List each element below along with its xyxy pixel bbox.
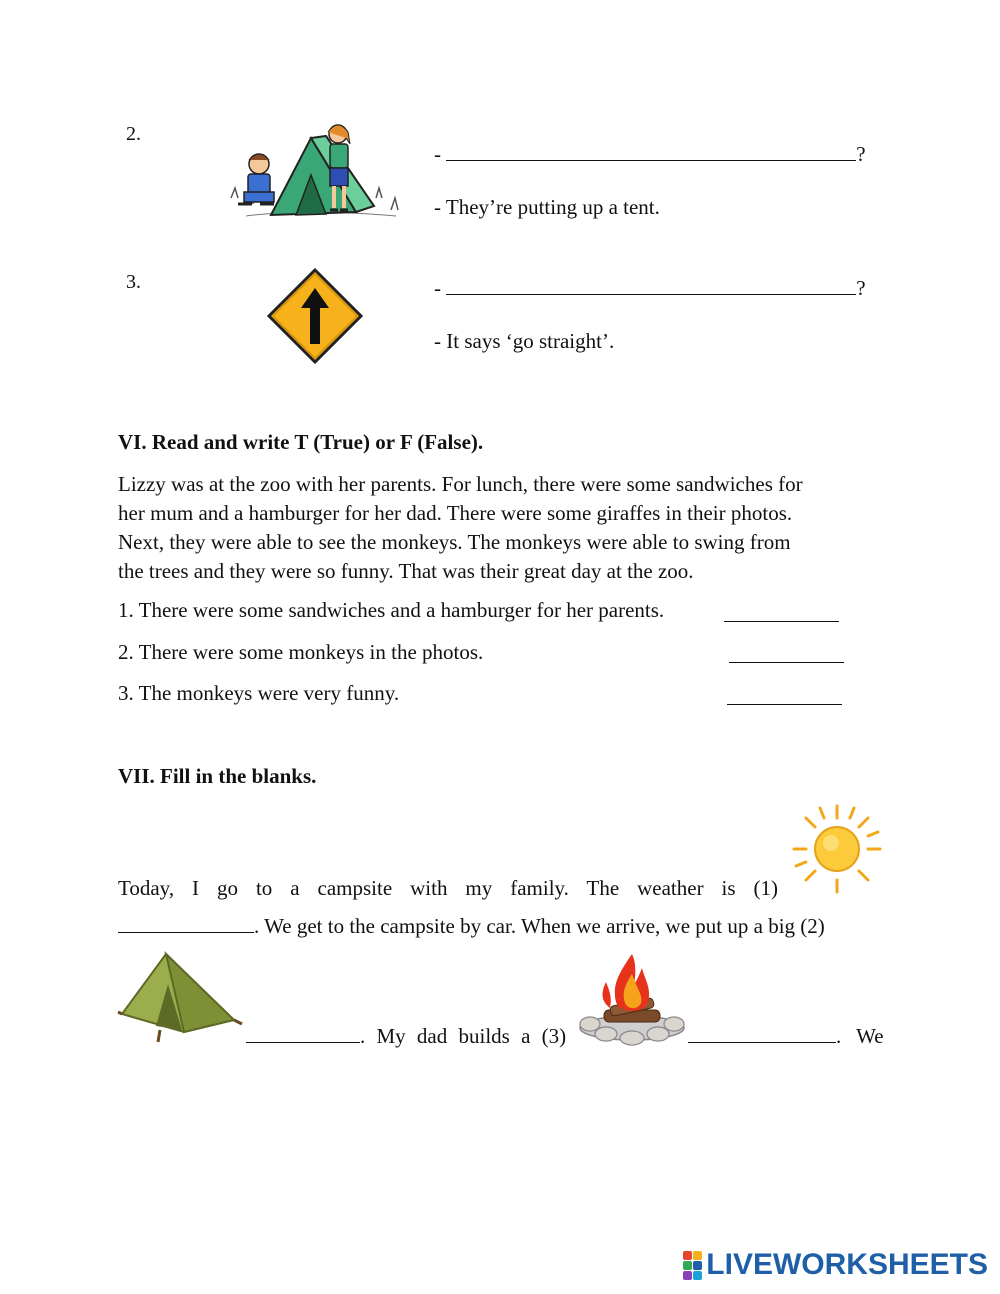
statement-3: 3. The monkeys were very funny. [118,681,400,705]
statement-3-answer-blank[interactable] [727,703,842,705]
fill-line-2-text: . We get to the campsite by car. When we arrive, we put up a big (2) [254,914,825,938]
fill-line-3-text-b: . We [836,1024,884,1048]
section-6-heading: VI. Read and write T (True) or F (False). [118,430,484,454]
item-3-dash: - [434,276,441,300]
passage-line-3: Next, they were able to see the monkeys. The monkeys were able to swing from [118,530,791,554]
item-3-answer: - It says ‘go straight’. [434,329,615,353]
statement-1-answer-blank[interactable] [724,620,839,622]
tent-children-illustration [226,120,406,238]
statement-1: 1. There were some sandwiches and a hamburger for her parents. [118,598,665,622]
item-2-number: 2. [126,123,141,145]
statement-2: 2. There were some monkeys in the photos. [118,640,484,664]
passage-line-4: the trees and they were so funny. That was their great day at the zoo. [118,559,694,583]
fill-line-3-text-a: . My dad builds a (3) [360,1024,567,1048]
statement-2-answer-blank[interactable] [729,661,844,663]
tent-icon [116,950,246,1044]
passage-line-2: her mum and a hamburger for her dad. There were some giraffes in their photos. [118,501,793,525]
liveworksheets-logo [683,1248,988,1282]
item-2-question-mark: ? [856,142,866,166]
item-2-question-blank[interactable] [446,159,856,161]
campfire-icon [576,948,688,1046]
item-2-dash: - [434,142,441,166]
section-7-heading: VII. Fill in the blanks. [118,764,317,788]
blank-3[interactable] [688,1041,836,1043]
item-3-number: 3. [126,271,141,293]
item-3-question-blank[interactable] [446,293,856,295]
liveworksheets-logo-icon [683,1251,702,1280]
go-straight-sign-icon [267,268,363,364]
item-2-answer: - They’re putting up a tent. [434,195,660,219]
blank-2[interactable] [246,1041,360,1043]
liveworksheets-logo-text: LIVEWORKSHEETS [706,1248,988,1281]
item-3-question-line [434,276,866,301]
sun-icon [790,802,884,896]
item-2-question-line [434,142,866,167]
fill-line-3-part-a [246,1024,566,1049]
fill-line-1: Today, I go to a campsite with my family. The weather is (1) [118,876,778,900]
fill-line-3-part-b [688,1024,884,1049]
blank-1[interactable] [118,931,254,933]
passage-line-1: Lizzy was at the zoo with her parents. For lunch, there were some sandwiches for [118,472,803,496]
section-6-passage [118,470,878,586]
fill-line-2 [118,914,825,939]
item-3-question-mark: ? [856,276,866,300]
